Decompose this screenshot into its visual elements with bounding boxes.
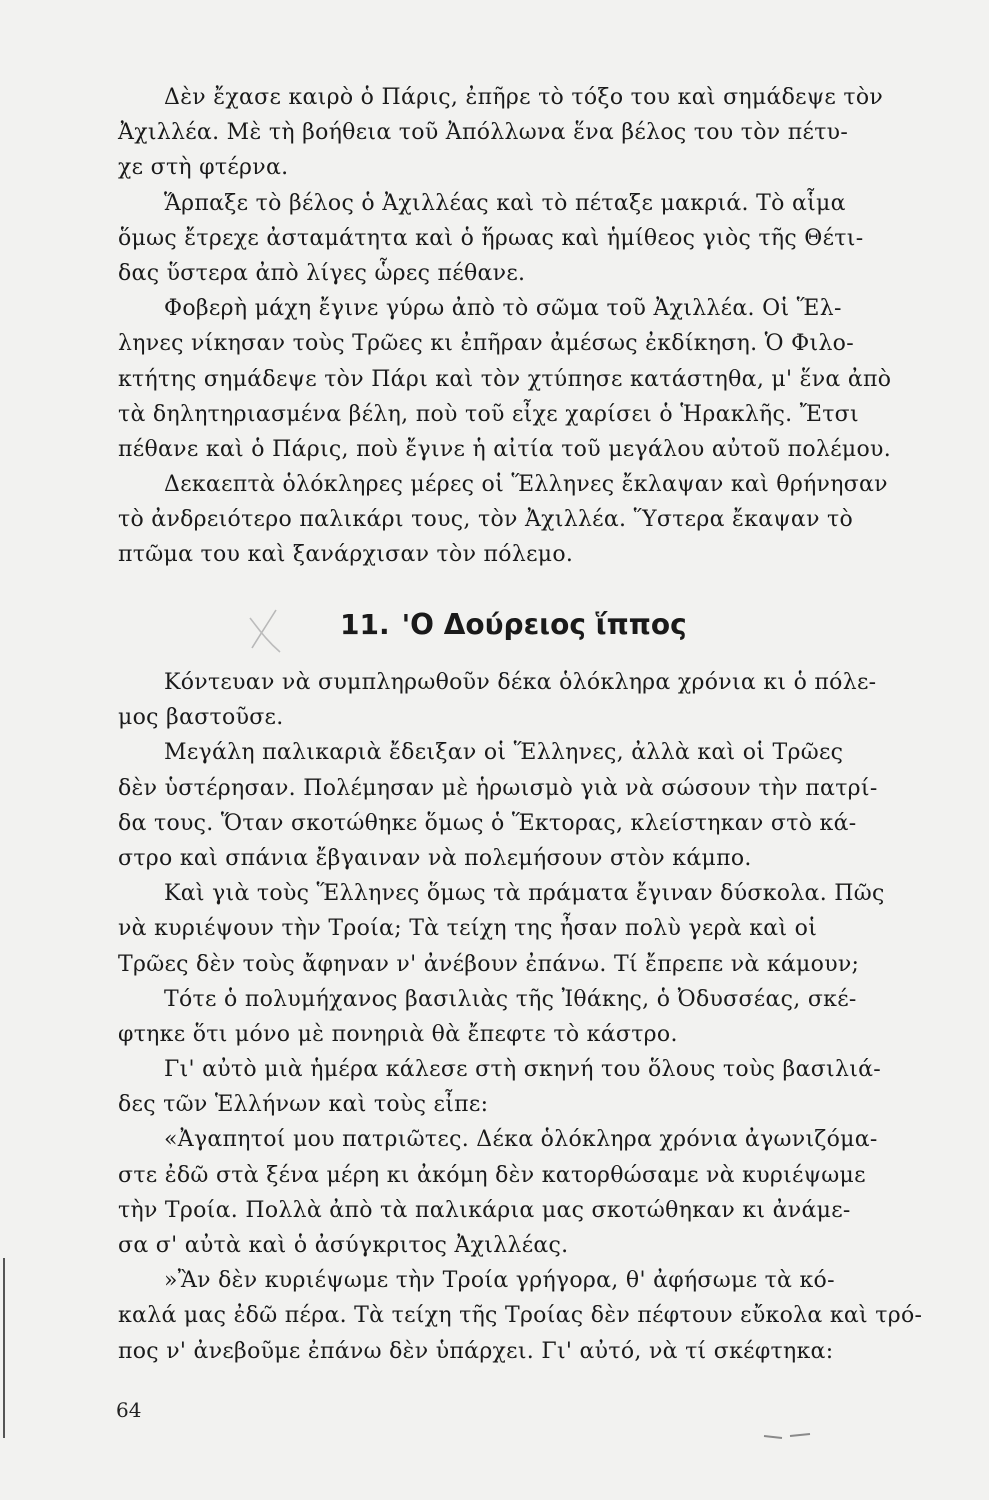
text-block-before-heading [118,80,980,573]
text-line [118,186,980,221]
text-line [118,1158,980,1193]
text-line-content: Ἀχιλλέα. Μὲ τὴ βοήθεια τοῦ Ἀπόλλωνα ἕνα βέλος του τὸν πέτυ- [118,120,849,146]
text-line [118,291,980,326]
text-line [118,1334,980,1369]
text-line [118,1087,980,1122]
text-line-content: κτήτης σημάδεψε τὸν Πάρι καὶ τὸν χτύπησε κατάστηθα, μ' ἕνα ἀπὸ [118,366,892,392]
text-line [118,1052,980,1087]
section-title: 'Ο Δούρειος ἵππος [401,608,687,641]
text-line [118,1122,980,1157]
text-line-content: τὴν Τροία. Πολλὰ ἀπὸ τὰ παλικάρια μας σκοτώθηκαν κι ἀνάμε- [118,1197,851,1223]
text-line [118,537,980,572]
text-line-content: Κόντευαν νὰ συμπληρωθοῦν δέκα ὁλόκληρα χρόνια κι ὁ πόλε- [164,670,877,695]
text-line-content: δα τους. Ὅταν σκοτώθηκε ὅμως ὁ Ἕκτορας, κλείστηκαν στὸ κά- [118,810,857,836]
text-line-content: καλά μας ἐδῶ πέρα. Τὰ τείχη τῆς Τροίας δὲν πέφτουν εὔκολα καὶ τρό- [118,1303,923,1329]
scan-edge-line [3,1258,5,1438]
text-line [118,150,980,185]
text-line [118,256,980,291]
text-line-content: στε ἐδῶ στὰ ξένα μέρη κι ἀκόμη δὲν κατορθώσαμε νὰ κυριέψωμε [118,1162,866,1188]
text-line-content: χε στὴ φτέρνα. [118,155,289,181]
text-line [118,432,980,467]
text-line [118,876,980,911]
section-heading [340,605,687,645]
text-line-content: φτηκε ὅτι μόνο μὲ πονηριὰ θὰ ἔπεφτε τὸ κάστρο. [118,1021,678,1047]
text-line [118,362,980,397]
text-line-content: »Ἂν δὲν κυριέψωμε τὴν Τροία γρήγορα, θ' ἀφήσωμε τὰ κό- [164,1268,835,1294]
text-line-content: τὰ δηλητηριασμένα βέλη, ποὺ τοῦ εἶχε χαρίσει ὁ Ἡρακλῆς. Ἔτσι [118,401,859,427]
page-number: 64 [116,1398,142,1422]
text-line-content: Δὲν ἔχασε καιρὸ ὁ Πάρις, ἐπῆρε τὸ τόξο του καὶ σημάδεψε τὸν [164,85,884,110]
text-line-content: Τρῶες δὲν τοὺς ἄφηναν ν' ἀνέβουν ἐπάνω. Τί ἔπρεπε νὰ κάμουν; [118,951,860,977]
text-line-content: νὰ κυριέψουν τὴν Τροία; Τὰ τείχη της ἦσαν πολὺ γερὰ καὶ οἱ [118,916,818,942]
text-line-content: Δεκαεπτὰ ὁλόκληρες μέρες οἱ Ἕλληνες ἔκλαψαν καὶ θρήνησαν [164,472,888,498]
text-line [118,115,980,150]
section-number: 11. [340,608,390,641]
text-line-content: πέθανε καὶ ὁ Πάρις, ποὺ ἔγινε ἡ αἰτία τοῦ μεγάλου αὐτοῦ πολέμου. [118,436,892,462]
text-line [118,1298,980,1333]
text-line-content: πτῶμα του καὶ ξανάρχισαν τὸν πόλεμο. [118,542,574,568]
text-line-content: σα σ' αὐτὰ καὶ ὁ ἀσύγκριτος Ἀχιλλέας. [118,1233,569,1258]
text-line [118,221,980,256]
text-line-content: ὅμως ἔτρεχε ἀσταμάτητα καὶ ὁ ἥρωας καὶ ἡμίθεος γιὸς τῆς Θέτι- [118,225,864,251]
text-line [118,326,980,361]
text-line [118,665,980,700]
text-line [118,397,980,432]
pencil-x-mark [238,600,298,660]
text-line-content: Καὶ γιὰ τοὺς Ἕλληνες ὅμως τὰ πράματα ἔγιναν δύσκολα. Πῶς [164,881,885,907]
text-line [118,771,980,806]
text-line-content: πος ν' ἀνεβοῦμε ἐπάνω δὲν ὑπάρχει. Γι' αὐτό, νὰ τί σκέφτηκα: [118,1338,834,1364]
ink-smudge [760,1428,820,1448]
text-line [118,911,980,946]
text-line-content: Φοβερὴ μάχη ἔγινε γύρω ἀπὸ τὸ σῶμα τοῦ Ἀχιλλέα. Οἱ Ἕλ- [164,296,842,322]
text-block-after-heading [118,665,980,1369]
text-line-content: δες τῶν Ἑλλήνων καὶ τοὺς εἶπε: [118,1092,489,1118]
text-line-content: «Ἀγαπητοί μου πατριῶτες. Δέκα ὁλόκληρα χρόνια ἀγωνιζόμα- [164,1127,878,1153]
text-line-content: ληνες νίκησαν τοὺς Τρῶες κι ἐπῆραν ἀμέσως ἐκδίκηση. Ὁ Φιλο- [118,331,854,357]
text-line [118,735,980,770]
text-line [118,982,980,1017]
text-line-content: δας ὕστερα ἀπὸ λίγες ὧρες πέθανε. [118,260,526,286]
text-line [118,1017,980,1052]
text-line [118,947,980,982]
text-line-content: Τότε ὁ πολυμήχανος βασιλιὰς τῆς Ἰθάκης, ὁ Ὀδυσσέας, σκέ- [164,986,857,1012]
text-line [118,502,980,537]
text-line [118,1193,980,1228]
text-line [118,80,980,115]
text-line-content: Ἅρπαξε τὸ βέλος ὁ Ἀχιλλέας καὶ τὸ πέταξε μακριά. Τὸ αἷμα [164,190,846,216]
text-line [118,841,980,876]
text-line [118,700,980,735]
text-line-content: τὸ ἀνδρειότερο παλικάρι τους, τὸν Ἀχιλλέα. Ὕστερα ἔκαψαν τὸ [118,507,854,533]
text-line [118,1228,980,1263]
text-line [118,806,980,841]
text-line-content: Γι' αὐτὸ μιὰ ἡμέρα κάλεσε στὴ σκηνή του ὅλους τοὺς βασιλιά- [164,1057,882,1083]
text-line [118,467,980,502]
text-line-content: Μεγάλη παλικαριὰ ἔδειξαν οἱ Ἕλληνες, ἀλλὰ καὶ οἱ Τρῶες [164,740,844,766]
text-line-content: μος βαστοῦσε. [118,705,284,731]
text-line [118,1263,980,1298]
text-line-content: δὲν ὑστέρησαν. Πολέμησαν μὲ ἡρωισμὸ γιὰ νὰ σώσουν τὴν πατρί- [118,775,878,801]
text-line-content: στρο καὶ σπάνια ἔβγαιναν νὰ πολεμήσουν στὸν κάμπο. [118,845,752,871]
